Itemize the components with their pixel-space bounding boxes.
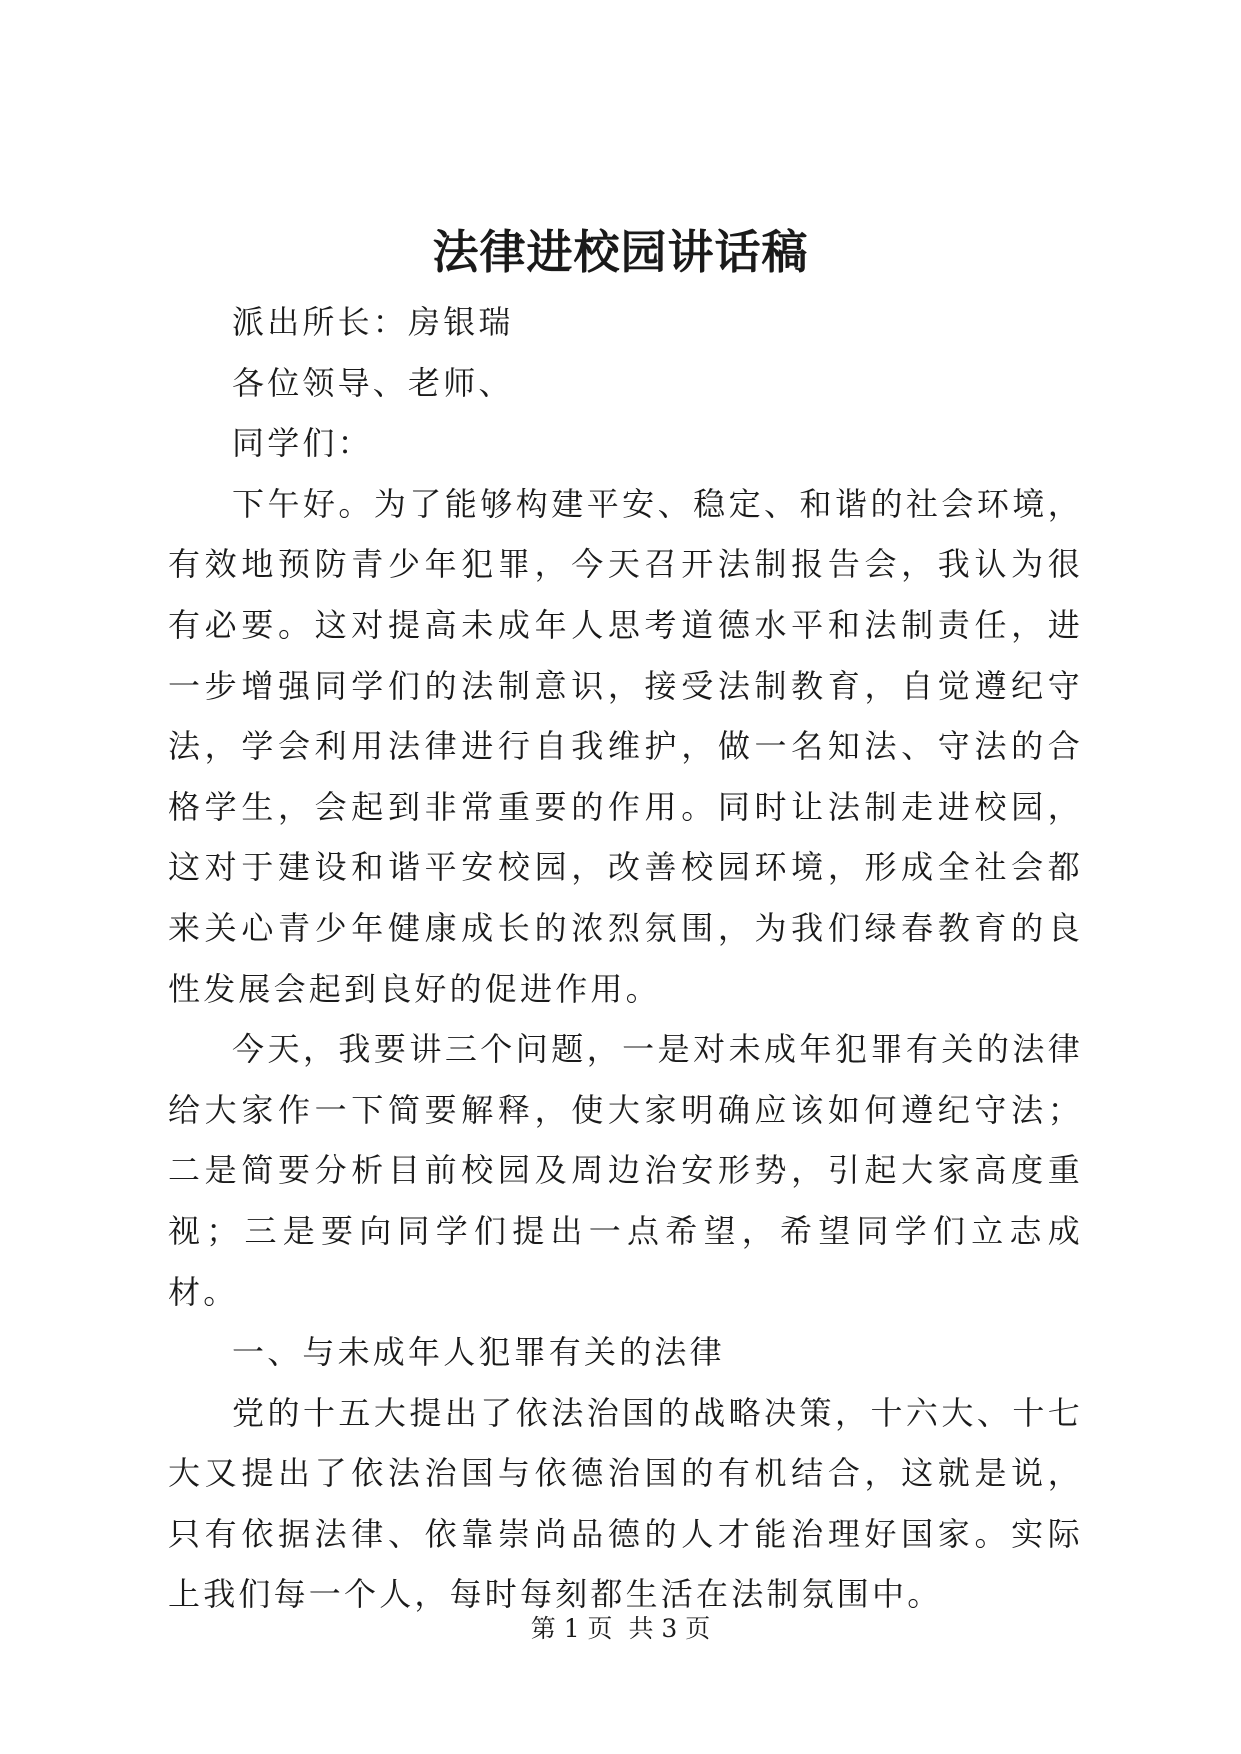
section-heading: 一、与未成年人犯罪有关的法律 — [232, 1333, 725, 1372]
document-body — [168, 292, 1083, 1625]
page-number: 第 1 页 共 3 页 — [530, 1614, 711, 1643]
body-paragraph: 下午好。为了能够构建平安、稳定、和谐的社会环境，有效地预防青少年犯罪，今天召开法制报告会，我认为很有必要。这对提高未成年人思考道德水平和法制责任，进一步增强同学们的法制意识，接受法制教育，自觉遵纪守法，学会利用法律进行自我维护，做一名知法、守法的合格学生，会起到非常重要的作用。同时让法制走进校园，这对于建设和谐平安校园，改善校园环境，形成全社会都来关心青少年健康成长的浓烈氛围，为我们绿春教育的良性发展会起到良好的促进作用。 — [168, 484, 1083, 1008]
salutation-line: 各位领导、老师、 — [232, 363, 514, 402]
body-paragraph: 今天，我要讲三个问题，一是对未成年犯罪有关的法律给大家作一下简要解释，使大家明确应该如何遵纪守法；二是简要分析目前校园及周边治安形势，引起大家高度重视；三是要向同学们提出一点希望，希望同学们立志成材。 — [168, 1030, 1083, 1311]
body-paragraph: 党的十五大提出了依法治国的战略决策，十六大、十七大又提出了依法治国与依德治国的有机结合，这就是说，只有依据法律、依靠崇尚品德的人才能治理好国家。实际上我们每一个人，每时每刻都生活在法制氛围中。 — [168, 1393, 1083, 1614]
salutation-line: 同学们： — [232, 424, 373, 463]
page-footer — [0, 1612, 1241, 1646]
speaker-line: 派出所长：房银瑞 — [232, 303, 514, 341]
document-title: 法律进校园讲话稿 — [432, 225, 809, 279]
